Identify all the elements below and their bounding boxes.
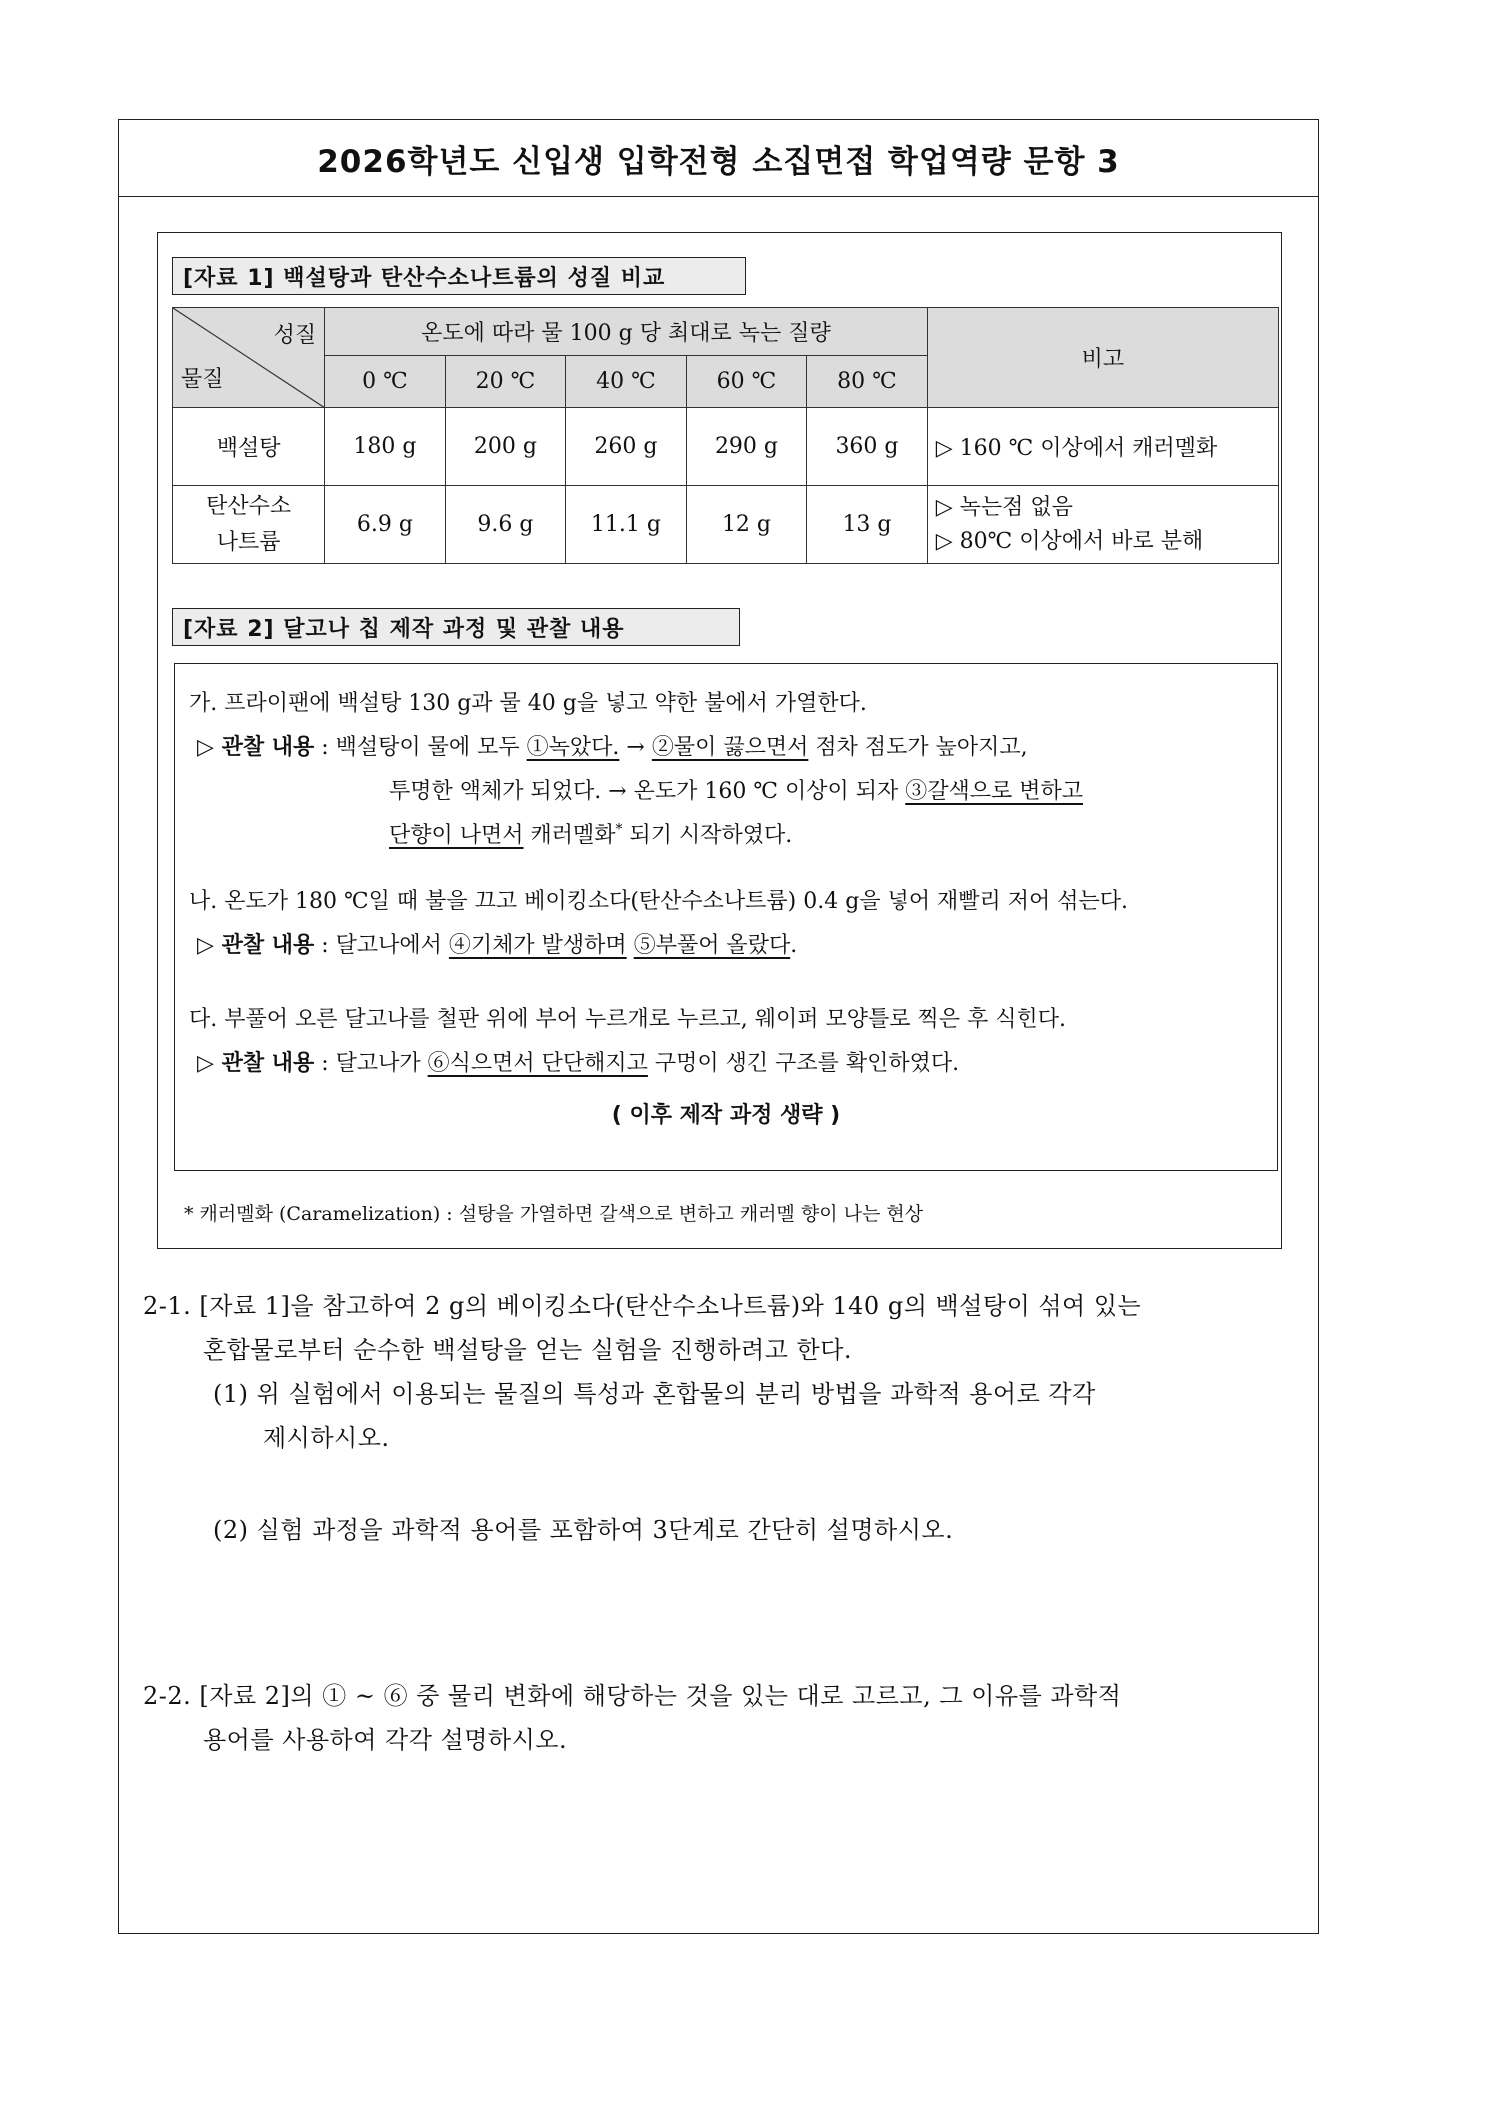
question-2-1-cont: 혼합물로부터 순수한 백설탕을 얻는 실험을 진행하려고 한다. bbox=[203, 1336, 853, 1364]
corner-top-label: 성질 bbox=[273, 323, 317, 348]
obs-text: 구멍이 생긴 구조를 확인하였다. bbox=[647, 1051, 960, 1076]
page-title: 2026학년도 신입생 입학전형 소집면접 학업역량 문항 3 bbox=[119, 120, 1318, 197]
remark-header: 비고 bbox=[927, 308, 1278, 408]
temp-header: 20 ℃ bbox=[445, 356, 566, 408]
substance-name-line: 나트륨 bbox=[216, 529, 281, 555]
remark-line: ▷ 녹는점 없음 bbox=[935, 494, 1073, 520]
data2-box bbox=[174, 663, 1278, 1171]
exam-frame bbox=[118, 119, 1319, 1934]
remark-line: ▷ 80℃ 이상에서 바로 분해 bbox=[935, 528, 1204, 554]
data1-table bbox=[172, 307, 1279, 564]
obs-text: → bbox=[619, 735, 652, 760]
question-2-1-1-cont: 제시하시오. bbox=[263, 1424, 390, 1452]
substance-name: 백설탕 bbox=[173, 408, 325, 486]
temp-header: 0 ℃ bbox=[325, 356, 446, 408]
question-2-2-cont: 용어를 사용하여 각각 설명하시오. bbox=[203, 1726, 568, 1754]
obs-label: ▷ 관찰 내용 bbox=[197, 1051, 315, 1076]
corner-header-cell bbox=[173, 308, 325, 408]
remark-cell bbox=[927, 486, 1278, 564]
value-cell: 360 g bbox=[807, 408, 928, 486]
value-cell: 13 g bbox=[807, 486, 928, 564]
group-header: 온도에 따라 물 100 g 당 최대로 녹는 질량 bbox=[325, 308, 928, 356]
table-row bbox=[173, 408, 1279, 486]
footnote-mark: * bbox=[615, 821, 623, 838]
step-c: 다. 부풀어 오른 달고나를 철판 위에 부어 누르개로 누르고, 웨이퍼 모양틀로 찍은 후 식힌다. bbox=[189, 1007, 1066, 1032]
marker-5: ⑤부풀어 올랐다 bbox=[633, 933, 791, 958]
marker-3-cont: 단향이 나면서 bbox=[389, 823, 524, 848]
step-a: 가. 프라이팬에 백설탕 130 g과 물 40 g을 넣고 약한 불에서 가열한다. bbox=[189, 691, 867, 716]
obs-text: 되기 시작하였다. bbox=[622, 823, 793, 848]
observation-c bbox=[197, 1046, 959, 1077]
temp-header: 60 ℃ bbox=[686, 356, 807, 408]
observation-a-1 bbox=[197, 730, 1028, 761]
marker-2: ②물이 끓으면서 bbox=[651, 735, 809, 760]
corner-bottom-label: 물질 bbox=[181, 367, 224, 392]
data2-label: [자료 2] 달고나 칩 제작 과정 및 관찰 내용 bbox=[172, 608, 740, 646]
marker-6: ⑥식으면서 단단해지고 bbox=[427, 1051, 648, 1076]
observation-a-2 bbox=[389, 774, 1083, 805]
remark-cell bbox=[927, 408, 1278, 486]
obs-text: . bbox=[790, 933, 798, 958]
obs-text: 점차 점도가 높아지고, bbox=[808, 735, 1028, 760]
observation-b bbox=[197, 928, 797, 959]
value-cell: 12 g bbox=[686, 486, 807, 564]
footnote: * 캐러멜화 (Caramelization) : 설탕을 가열하면 갈색으로 변하고 캐러멜 향이 나는 현상 bbox=[184, 1203, 924, 1225]
obs-text: 달고나가 bbox=[335, 1051, 428, 1076]
substance-name-line: 탄산수소 bbox=[206, 493, 292, 519]
marker-1: ①녹았다. bbox=[526, 735, 620, 760]
value-cell: 6.9 g bbox=[325, 486, 446, 564]
materials-box bbox=[157, 232, 1282, 1249]
step-b: 나. 온도가 180 ℃일 때 불을 끄고 베이킹소다(탄산수소나트륨) 0.4 g을 넣어 재빨리 저어 섞는다. bbox=[189, 889, 1129, 914]
obs-label: ▷ 관찰 내용 bbox=[197, 933, 315, 958]
temp-header: 80 ℃ bbox=[807, 356, 928, 408]
obs-text: 투명한 액체가 되었다. → 온도가 160 ℃ 이상이 되자 bbox=[389, 779, 906, 804]
temp-header: 40 ℃ bbox=[566, 356, 687, 408]
value-cell: 180 g bbox=[325, 408, 446, 486]
question-2-1-1: (1) 위 실험에서 이용되는 물질의 특성과 혼합물의 분리 방법을 과학적 용어로 각각 bbox=[213, 1380, 1096, 1408]
question-2-1: 2-1. [자료 1]을 참고하여 2 g의 베이킹소다(탄산수소나트륨)와 140 g의 백설탕이 섞여 있는 bbox=[143, 1292, 1142, 1320]
colon: : bbox=[314, 933, 336, 958]
data1-label: [자료 1] 백설탕과 탄산수소나트륨의 성질 비교 bbox=[172, 257, 746, 295]
marker-4: ④기체가 발생하며 bbox=[448, 933, 627, 958]
obs-text: 달고나에서 bbox=[335, 933, 449, 958]
question-2-1-2: (2) 실험 과정을 과학적 용어를 포함하여 3단계로 간단히 설명하시오. bbox=[213, 1516, 954, 1544]
obs-text: 백설탕이 물에 모두 bbox=[335, 735, 527, 760]
substance-name bbox=[173, 486, 325, 564]
value-cell: 260 g bbox=[566, 408, 687, 486]
value-cell: 200 g bbox=[445, 408, 566, 486]
table-row bbox=[173, 486, 1279, 564]
colon: : bbox=[314, 1051, 336, 1076]
obs-text: 캐러멜화 bbox=[523, 823, 616, 848]
remark-line: ▷ 160 ℃ 이상에서 캐러멜화 bbox=[935, 436, 1218, 461]
observation-a-3 bbox=[389, 818, 792, 849]
omitted-note: ( 이후 제작 과정 생략 ) bbox=[611, 1103, 841, 1128]
value-cell: 9.6 g bbox=[445, 486, 566, 564]
colon: : bbox=[314, 735, 336, 760]
obs-label: ▷ 관찰 내용 bbox=[197, 735, 315, 760]
question-2-2: 2-2. [자료 2]의 ① ~ ⑥ 중 물리 변화에 해당하는 것을 있는 대로 고르고, 그 이유를 과학적 bbox=[143, 1682, 1122, 1710]
marker-3: ③갈색으로 변하고 bbox=[905, 779, 1084, 804]
value-cell: 11.1 g bbox=[566, 486, 687, 564]
value-cell: 290 g bbox=[686, 408, 807, 486]
